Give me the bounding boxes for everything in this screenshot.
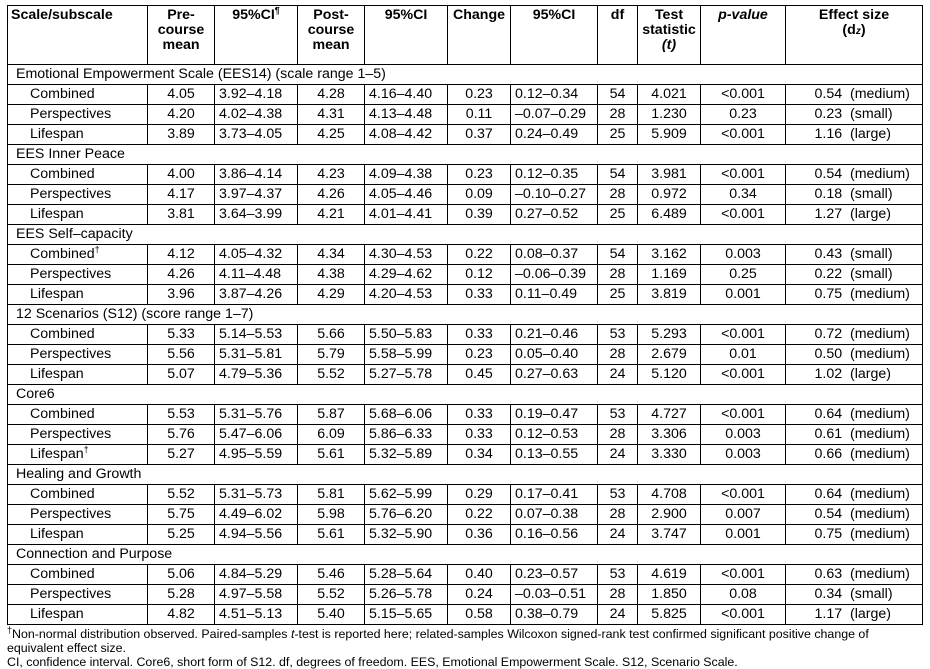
change-cell: 0.33	[448, 405, 511, 425]
test-statistic-cell: 6.489	[638, 205, 701, 225]
table-row	[8, 85, 923, 105]
subscale-name: Lifespan	[8, 205, 148, 225]
ci-pre-cell: 5.31–5.76	[215, 405, 298, 425]
pre-mean-cell: 5.28	[148, 585, 215, 605]
header-pre-mean: Pre-course mean	[148, 6, 215, 65]
change-cell: 0.33	[448, 325, 511, 345]
test-statistic-cell: 3.747	[638, 525, 701, 545]
section-title: EES Self–capacity	[8, 225, 923, 245]
table-row	[8, 185, 923, 205]
ci-change-cell: 0.12–0.35	[511, 165, 598, 185]
ci-change-cell: –0.06–0.39	[511, 265, 598, 285]
table-row	[8, 365, 923, 385]
p-value-cell: 0.01	[701, 345, 786, 365]
p-value-cell: 0.003	[701, 425, 786, 445]
ci-pre-cell: 3.92–4.18	[215, 85, 298, 105]
ci-change-cell: 0.05–0.40	[511, 345, 598, 365]
ci-post-cell: 4.20–4.53	[365, 285, 448, 305]
post-mean-cell: 4.34	[298, 245, 365, 265]
table-row	[8, 245, 923, 265]
p-value-cell: <0.001	[701, 405, 786, 425]
table-row	[8, 265, 923, 285]
test-statistic-cell: 4.708	[638, 485, 701, 505]
ci-post-cell: 4.16–4.40	[365, 85, 448, 105]
ci-pre-cell: 4.94–5.56	[215, 525, 298, 545]
post-mean-cell: 4.29	[298, 285, 365, 305]
pre-mean-cell: 4.26	[148, 265, 215, 285]
results-table	[7, 5, 923, 625]
dagger-mark: †	[83, 444, 89, 455]
table-row	[8, 425, 923, 445]
ci-pre-cell: 5.31–5.81	[215, 345, 298, 365]
table-row	[8, 345, 923, 365]
test-statistic-cell: 2.679	[638, 345, 701, 365]
ci-post-cell: 4.08–4.42	[365, 125, 448, 145]
section-title: EES Inner Peace	[8, 145, 923, 165]
subscale-name: Lifespan	[8, 285, 148, 305]
subscale-name: Lifespan	[8, 605, 148, 625]
post-mean-cell: 5.81	[298, 485, 365, 505]
ci-pre-cell: 4.05–4.32	[215, 245, 298, 265]
df-cell: 54	[598, 245, 638, 265]
section-title: 12 Scenarios (S12) (score range 1–7)	[8, 305, 923, 325]
ci-change-cell: –0.03–0.51	[511, 585, 598, 605]
df-cell: 24	[598, 445, 638, 465]
pre-mean-cell: 4.20	[148, 105, 215, 125]
change-cell: 0.33	[448, 285, 511, 305]
ci-pre-cell: 4.11–4.48	[215, 265, 298, 285]
p-value-cell: 0.007	[701, 505, 786, 525]
df-cell: 24	[598, 365, 638, 385]
effect-size-cell: 1.16 (large)	[786, 125, 923, 145]
ci-post-cell: 4.05–4.46	[365, 185, 448, 205]
p-value-cell: 0.001	[701, 525, 786, 545]
df-cell: 28	[598, 425, 638, 445]
post-mean-cell: 4.31	[298, 105, 365, 125]
change-cell: 0.29	[448, 485, 511, 505]
ci-pre-cell: 4.97–5.58	[215, 585, 298, 605]
ci-post-cell: 5.15–5.65	[365, 605, 448, 625]
subscale-name: Lifespan†	[8, 445, 148, 465]
test-statistic-cell: 1.850	[638, 585, 701, 605]
table-row	[8, 445, 923, 465]
ci-change-cell: 0.13–0.55	[511, 445, 598, 465]
pre-mean-cell: 4.00	[148, 165, 215, 185]
subscale-name: Perspectives	[8, 585, 148, 605]
test-statistic-cell: 4.727	[638, 405, 701, 425]
subscale-name: Perspectives	[8, 185, 148, 205]
ci-post-cell: 5.32–5.90	[365, 525, 448, 545]
test-statistic-cell: 1.169	[638, 265, 701, 285]
ci-post-cell: 5.32–5.89	[365, 445, 448, 465]
section-title: Core6	[8, 385, 923, 405]
ci-post-cell: 5.26–5.78	[365, 585, 448, 605]
test-statistic-cell: 3.306	[638, 425, 701, 445]
ci-pre-cell: 3.97–4.37	[215, 185, 298, 205]
change-cell: 0.23	[448, 85, 511, 105]
ci-post-cell: 5.76–6.20	[365, 505, 448, 525]
table-row	[8, 325, 923, 345]
p-value-cell: 0.34	[701, 185, 786, 205]
change-cell: 0.45	[448, 365, 511, 385]
pre-mean-cell: 5.06	[148, 565, 215, 585]
change-cell: 0.09	[448, 185, 511, 205]
p-value-cell: <0.001	[701, 85, 786, 105]
ci-post-cell: 4.09–4.38	[365, 165, 448, 185]
section-header-row	[8, 225, 923, 245]
p-value-cell: <0.001	[701, 565, 786, 585]
header-test-statistic: Test statistic (t)	[638, 6, 701, 65]
df-cell: 24	[598, 525, 638, 545]
results-table-container	[7, 5, 922, 669]
subscale-name: Perspectives	[8, 505, 148, 525]
table-row	[8, 565, 923, 585]
df-cell: 53	[598, 325, 638, 345]
p-value-cell: <0.001	[701, 325, 786, 345]
change-cell: 0.22	[448, 245, 511, 265]
ci-pre-cell: 5.31–5.73	[215, 485, 298, 505]
post-mean-cell: 5.79	[298, 345, 365, 365]
p-value-cell: 0.08	[701, 585, 786, 605]
ci-change-cell: 0.27–0.52	[511, 205, 598, 225]
df-cell: 53	[598, 405, 638, 425]
effect-size-cell: 0.61 (medium)	[786, 425, 923, 445]
table-row	[8, 105, 923, 125]
test-statistic-cell: 1.230	[638, 105, 701, 125]
ci-change-cell: 0.11–0.49	[511, 285, 598, 305]
pre-mean-cell: 5.25	[148, 525, 215, 545]
p-value-cell: 0.001	[701, 285, 786, 305]
test-statistic-cell: 5.120	[638, 365, 701, 385]
ci-pre-cell: 5.14–5.53	[215, 325, 298, 345]
ci-post-cell: 4.01–4.41	[365, 205, 448, 225]
section-header-row	[8, 465, 923, 485]
p-value-cell: <0.001	[701, 365, 786, 385]
section-header-row	[8, 545, 923, 565]
effect-size-cell: 0.72 (medium)	[786, 325, 923, 345]
ci-pre-cell: 3.86–4.14	[215, 165, 298, 185]
header-df: df	[598, 6, 638, 65]
table-row	[8, 585, 923, 605]
post-mean-cell: 4.38	[298, 265, 365, 285]
p-value-cell: 0.25	[701, 265, 786, 285]
subscale-name: Perspectives	[8, 105, 148, 125]
ci-post-cell: 4.29–4.62	[365, 265, 448, 285]
effect-size-cell: 0.34 (small)	[786, 585, 923, 605]
effect-size-cell: 0.75 (medium)	[786, 285, 923, 305]
table-row	[8, 285, 923, 305]
df-cell: 28	[598, 505, 638, 525]
subscale-name: Lifespan	[8, 365, 148, 385]
p-value-cell: <0.001	[701, 165, 786, 185]
df-cell: 25	[598, 285, 638, 305]
ci-change-cell: 0.19–0.47	[511, 405, 598, 425]
post-mean-cell: 6.09	[298, 425, 365, 445]
pre-mean-cell: 5.53	[148, 405, 215, 425]
section-title: Connection and Purpose	[8, 545, 923, 565]
post-mean-cell: 5.52	[298, 585, 365, 605]
df-cell: 54	[598, 165, 638, 185]
test-statistic-cell: 5.825	[638, 605, 701, 625]
df-cell: 28	[598, 265, 638, 285]
ci-change-cell: –0.07–0.29	[511, 105, 598, 125]
change-cell: 0.34	[448, 445, 511, 465]
table-row	[8, 485, 923, 505]
change-cell: 0.40	[448, 565, 511, 585]
post-mean-cell: 5.52	[298, 365, 365, 385]
p-value-cell: <0.001	[701, 605, 786, 625]
df-cell: 28	[598, 105, 638, 125]
change-cell: 0.36	[448, 525, 511, 545]
post-mean-cell: 5.46	[298, 565, 365, 585]
p-value-cell: 0.23	[701, 105, 786, 125]
section-title: Emotional Empowerment Scale (EES14) (scale range 1–5)	[8, 65, 923, 85]
effect-size-cell: 0.54 (medium)	[786, 85, 923, 105]
section-title: Healing and Growth	[8, 465, 923, 485]
post-mean-cell: 4.21	[298, 205, 365, 225]
pre-mean-cell: 5.56	[148, 345, 215, 365]
table-row	[8, 605, 923, 625]
ci-pre-cell: 3.87–4.26	[215, 285, 298, 305]
ci-pre-cell: 5.47–6.06	[215, 425, 298, 445]
effect-size-cell: 0.43 (small)	[786, 245, 923, 265]
subscale-name: Combined	[8, 565, 148, 585]
ci-post-cell: 5.62–5.99	[365, 485, 448, 505]
pre-mean-cell: 3.89	[148, 125, 215, 145]
effect-size-cell: 1.17 (large)	[786, 605, 923, 625]
change-cell: 0.12	[448, 265, 511, 285]
ci-pre-cell: 4.95–5.59	[215, 445, 298, 465]
change-cell: 0.11	[448, 105, 511, 125]
pre-mean-cell: 5.07	[148, 365, 215, 385]
pre-mean-cell: 4.17	[148, 185, 215, 205]
header-row	[8, 6, 923, 65]
header-ci-post: 95%CI	[365, 6, 448, 65]
section-header-row	[8, 145, 923, 165]
ci-change-cell: 0.12–0.34	[511, 85, 598, 105]
test-statistic-cell: 4.619	[638, 565, 701, 585]
ci-post-cell: 5.28–5.64	[365, 565, 448, 585]
ci-change-cell: 0.17–0.41	[511, 485, 598, 505]
ci-pre-cell: 4.79–5.36	[215, 365, 298, 385]
table-row	[8, 525, 923, 545]
df-cell: 53	[598, 565, 638, 585]
ci-post-cell: 5.27–5.78	[365, 365, 448, 385]
post-mean-cell: 5.61	[298, 445, 365, 465]
ci-post-cell: 5.86–6.33	[365, 425, 448, 445]
test-statistic-cell: 3.330	[638, 445, 701, 465]
pre-mean-cell: 5.33	[148, 325, 215, 345]
effect-size-cell: 0.75 (medium)	[786, 525, 923, 545]
effect-size-cell: 0.54 (medium)	[786, 505, 923, 525]
post-mean-cell: 4.25	[298, 125, 365, 145]
ci-pre-cell: 4.49–6.02	[215, 505, 298, 525]
ci-change-cell: 0.07–0.38	[511, 505, 598, 525]
p-value-cell: 0.003	[701, 245, 786, 265]
ci-pre-cell: 4.02–4.38	[215, 105, 298, 125]
post-mean-cell: 4.23	[298, 165, 365, 185]
change-cell: 0.24	[448, 585, 511, 605]
post-mean-cell: 5.61	[298, 525, 365, 545]
test-statistic-cell: 3.819	[638, 285, 701, 305]
effect-size-cell: 0.50 (medium)	[786, 345, 923, 365]
test-statistic-cell: 0.972	[638, 185, 701, 205]
effect-size-cell: 0.64 (medium)	[786, 485, 923, 505]
ci-post-cell: 5.50–5.83	[365, 325, 448, 345]
change-cell: 0.58	[448, 605, 511, 625]
pre-mean-cell: 4.82	[148, 605, 215, 625]
section-header-row	[8, 385, 923, 405]
subscale-name: Combined	[8, 405, 148, 425]
effect-size-cell: 1.02 (large)	[786, 365, 923, 385]
subscale-name: Lifespan	[8, 125, 148, 145]
df-cell: 25	[598, 205, 638, 225]
subscale-name: Combined	[8, 85, 148, 105]
ci-change-cell: 0.21–0.46	[511, 325, 598, 345]
post-mean-cell: 5.98	[298, 505, 365, 525]
footnotes	[7, 624, 922, 669]
table-row	[8, 165, 923, 185]
p-value-cell: <0.001	[701, 205, 786, 225]
test-statistic-cell: 3.981	[638, 165, 701, 185]
df-cell: 25	[598, 125, 638, 145]
header-ci-change: 95%CI	[511, 6, 598, 65]
change-cell: 0.39	[448, 205, 511, 225]
table-row	[8, 405, 923, 425]
change-cell: 0.22	[448, 505, 511, 525]
ci-change-cell: 0.24–0.49	[511, 125, 598, 145]
subscale-name: Perspectives	[8, 345, 148, 365]
post-mean-cell: 4.28	[298, 85, 365, 105]
subscale-name: Lifespan	[8, 525, 148, 545]
subscale-name: Combined	[8, 485, 148, 505]
ci-post-cell: 4.13–4.48	[365, 105, 448, 125]
pre-mean-cell: 3.96	[148, 285, 215, 305]
effect-size-cell: 0.18 (small)	[786, 185, 923, 205]
test-statistic-cell: 2.900	[638, 505, 701, 525]
subscale-name: Perspectives	[8, 265, 148, 285]
ci-post-cell: 5.68–6.06	[365, 405, 448, 425]
effect-size-cell: 0.63 (medium)	[786, 565, 923, 585]
ci-pre-cell: 3.73–4.05	[215, 125, 298, 145]
effect-size-cell: 0.54 (medium)	[786, 165, 923, 185]
df-cell: 24	[598, 605, 638, 625]
df-cell: 53	[598, 485, 638, 505]
df-cell: 28	[598, 585, 638, 605]
header-ci-pre: 95%CI¶	[215, 6, 298, 65]
effect-size-cell: 1.27 (large)	[786, 205, 923, 225]
post-mean-cell: 4.26	[298, 185, 365, 205]
ci-change-cell: –0.10–0.27	[511, 185, 598, 205]
header-post-mean: Post-course mean	[298, 6, 365, 65]
table-body	[8, 65, 923, 625]
header-change: Change	[448, 6, 511, 65]
section-header-row	[8, 305, 923, 325]
ci-post-cell: 5.58–5.99	[365, 345, 448, 365]
effect-size-cell: 0.66 (medium)	[786, 445, 923, 465]
ci-change-cell: 0.12–0.53	[511, 425, 598, 445]
pre-mean-cell: 4.05	[148, 85, 215, 105]
ci-pre-cell: 4.51–5.13	[215, 605, 298, 625]
subscale-name: Combined	[8, 325, 148, 345]
post-mean-cell: 5.40	[298, 605, 365, 625]
footnote-dagger: †Non-normal distribution observed. Paired-samples t-test is reported here; related-samples Wilcoxon signed-rank test confirmed significant positive change of equivalent effect size.	[7, 624, 869, 655]
p-value-cell: <0.001	[701, 485, 786, 505]
effect-size-cell: 0.23 (small)	[786, 105, 923, 125]
post-mean-cell: 5.66	[298, 325, 365, 345]
ci-pre-cell: 4.84–5.29	[215, 565, 298, 585]
pre-mean-cell: 5.76	[148, 425, 215, 445]
change-cell: 0.37	[448, 125, 511, 145]
test-statistic-cell: 4.021	[638, 85, 701, 105]
post-mean-cell: 5.87	[298, 405, 365, 425]
df-cell: 28	[598, 345, 638, 365]
table-row	[8, 125, 923, 145]
footnote-abbreviations: CI, confidence interval. Core6, short form of S12. df, degrees of freedom. EES, Emotional Empowerment Scale. S12, Scenario Scale.	[7, 655, 738, 669]
df-cell: 54	[598, 85, 638, 105]
header-scale: Scale/subscale	[8, 6, 148, 65]
ci-change-cell: 0.23–0.57	[511, 565, 598, 585]
effect-size-cell: 0.64 (medium)	[786, 405, 923, 425]
section-header-row	[8, 65, 923, 85]
pre-mean-cell: 3.81	[148, 205, 215, 225]
subscale-name: Combined†	[8, 245, 148, 265]
p-value-cell: <0.001	[701, 125, 786, 145]
table-row	[8, 505, 923, 525]
ci-change-cell: 0.08–0.37	[511, 245, 598, 265]
pre-mean-cell: 5.75	[148, 505, 215, 525]
pre-mean-cell: 5.27	[148, 445, 215, 465]
p-value-cell: 0.003	[701, 445, 786, 465]
pre-mean-cell: 5.52	[148, 485, 215, 505]
test-statistic-cell: 5.909	[638, 125, 701, 145]
ci-change-cell: 0.38–0.79	[511, 605, 598, 625]
ci-post-cell: 4.30–4.53	[365, 245, 448, 265]
change-cell: 0.33	[448, 425, 511, 445]
change-cell: 0.23	[448, 345, 511, 365]
subscale-name: Combined	[8, 165, 148, 185]
ci-pre-cell: 3.64–3.99	[215, 205, 298, 225]
table-row	[8, 205, 923, 225]
change-cell: 0.23	[448, 165, 511, 185]
ci-change-cell: 0.27–0.63	[511, 365, 598, 385]
header-p-value: p-value	[701, 6, 786, 65]
test-statistic-cell: 5.293	[638, 325, 701, 345]
dagger-mark: †	[94, 244, 100, 255]
pre-mean-cell: 4.12	[148, 245, 215, 265]
header-effect-size: Effect size (dz)	[786, 6, 923, 65]
df-cell: 28	[598, 185, 638, 205]
test-statistic-cell: 3.162	[638, 245, 701, 265]
subscale-name: Perspectives	[8, 425, 148, 445]
ci-change-cell: 0.16–0.56	[511, 525, 598, 545]
effect-size-cell: 0.22 (small)	[786, 265, 923, 285]
